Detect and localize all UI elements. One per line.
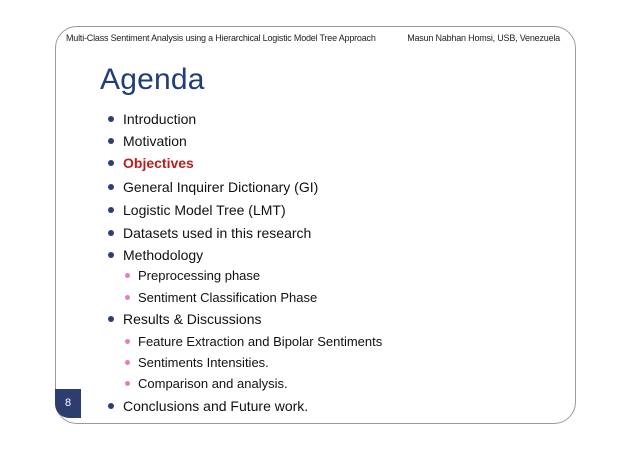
agenda-item-motivation [108,132,187,150]
agenda-item-label: Methodology [123,247,204,263]
bullet-icon [108,252,114,258]
slide-title: Agenda [100,63,205,96]
agenda-item-conclusions [108,397,308,415]
sub-bullet-icon [125,339,130,344]
agenda-item-introduction [108,110,196,128]
bullet-icon [108,138,114,144]
agenda-subitem-classification [125,289,317,307]
agenda-item-label: Sentiments Intensities. [138,355,269,370]
sub-bullet-icon [125,295,130,300]
agenda-item-label: Introduction [123,111,197,127]
agenda-item-methodology [108,246,203,264]
bullet-icon [108,316,114,322]
header-right-text: Masun Nabhan Homsi, USB, Venezuela [407,33,560,43]
agenda-item-label: Comparison and analysis. [138,376,288,391]
agenda-item-label: Sentiment Classification Phase [138,290,318,305]
bullet-icon [108,403,114,409]
agenda-subitem-intensities [125,354,269,372]
sub-bullet-icon [125,381,130,386]
agenda-item-label: Motivation [123,133,187,149]
agenda-item-datasets [108,224,311,242]
agenda-item-results [108,310,262,328]
bullet-icon [108,184,114,190]
header-left-text: Multi-Class Sentiment Analysis using a Hierarchical Logistic Model Tree Approach [66,33,376,43]
agenda-item-label: Conclusions and Future work. [123,398,309,414]
bullet-icon [108,230,114,236]
page-number-badge: 8 [55,389,81,418]
sub-bullet-icon [125,360,130,365]
bullet-icon [108,160,114,166]
agenda-item-lmt [108,201,286,219]
agenda-item-label: Preprocessing phase [138,268,261,283]
agenda-item-label: General Inquirer Dictionary (GI) [123,179,319,195]
agenda-item-label: Feature Extraction and Bipolar Sentiments [138,334,383,349]
agenda-item-label: Datasets used in this research [123,225,312,241]
agenda-subitem-preprocessing [125,267,260,285]
agenda-item-gi [108,178,318,196]
agenda-item-objectives-current [108,154,194,172]
agenda-subitem-comparison [125,375,288,393]
sub-bullet-icon [125,273,130,278]
bullet-icon [108,207,114,213]
agenda-item-label: Logistic Model Tree (LMT) [123,202,286,218]
bullet-icon [108,116,114,122]
agenda-item-label: Objectives [123,155,194,171]
agenda-item-label: Results & Discussions [123,311,262,327]
agenda-subitem-feature-extraction [125,333,382,351]
